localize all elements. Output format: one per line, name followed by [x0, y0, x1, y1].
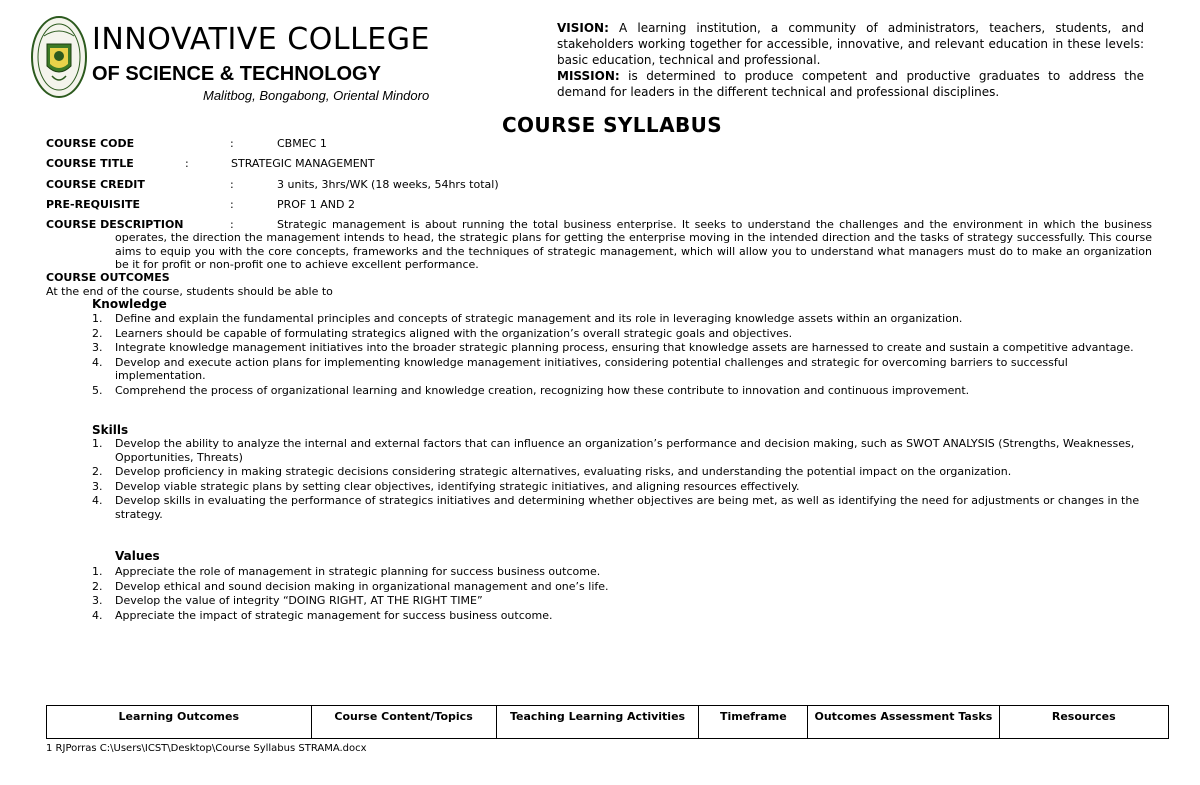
mission-paragraph [557, 68, 1144, 100]
list-item [92, 356, 1154, 383]
list-number: 3. [92, 341, 103, 354]
header-resources: Resources [999, 706, 1168, 739]
list-number: 2. [92, 465, 103, 478]
prerequisite-label: PRE-REQUISITE [46, 198, 141, 211]
header-course-content: Course Content/Topics [311, 706, 496, 739]
list-text: Appreciate the impact of strategic management for success business outcome. [115, 608, 553, 622]
header-teaching-activities: Teaching Learning Activities [496, 706, 699, 739]
list-text: Appreciate the role of management in strategic planning for success business outcome. [115, 565, 601, 578]
values-list [92, 565, 1154, 622]
header-learning-outcomes: Learning Outcomes [47, 706, 312, 739]
college-name-line2: OF SCIENCE & TECHNOLOGY [92, 63, 381, 85]
list-number: 4. [92, 608, 103, 622]
list-item [92, 341, 1154, 355]
list-number: 4. [92, 355, 103, 369]
course-description-value: Strategic management is about running the total business enterprise. It seeks to understand the challenges and the environment in which the business operates, the direction the management intends to head, the strategic plans for getting the enterprise moving in the intended direction and the tasks of strategy successfully. This course aims to equip you with the core concepts, frameworks and the techniques of strategic management, which will allow you to understand what managers must do to make an organization be it for profit or non-profit one to achieve excellent performance. [115, 218, 1152, 271]
course-outcomes-intro: At the end of the course, students should be able to [46, 285, 333, 298]
skills-list [92, 437, 1154, 521]
knowledge-heading: Knowledge [92, 297, 167, 311]
knowledge-list [92, 312, 1154, 397]
prerequisite-colon: : [230, 198, 234, 211]
list-text: Develop proficiency in making strategic decisions considering strategic alternatives, evaluating risks, and understanding the potential impact on the organization. [115, 465, 1012, 478]
page-title: COURSE SYLLABUS [501, 113, 723, 137]
college-name-line1: INNOVATIVE COLLEGE [92, 22, 430, 57]
college-address: Malitbog, Bongabong, Oriental Mindoro [203, 88, 430, 103]
list-item [92, 609, 1154, 623]
list-number: 1. [92, 565, 103, 578]
list-item [92, 580, 1154, 594]
course-outcomes-heading: COURSE OUTCOMES [46, 271, 170, 284]
college-seal-logo [30, 14, 88, 100]
header-timeframe: Timeframe [699, 706, 808, 739]
list-item [92, 437, 1154, 464]
list-item [92, 565, 1154, 579]
list-number: 3. [92, 594, 103, 607]
prerequisite-value: PROF 1 AND 2 [277, 198, 355, 211]
vision-paragraph [557, 20, 1144, 68]
list-item [92, 384, 1154, 398]
course-credit-colon: : [230, 178, 234, 191]
syllabus-table [46, 705, 1169, 739]
course-code-label: COURSE CODE [46, 137, 135, 150]
list-item [92, 327, 1154, 341]
mission-label: MISSION: [557, 69, 620, 83]
list-text: Develop and execute action plans for implementing knowledge management initiatives, considering potential challenges and strategic for overcoming barriers to successful implementation. [115, 355, 1068, 382]
list-text: Develop skills in evaluating the performance of strategics initiatives and determining whether objectives are being met, as well as identifying the need for adjustments or changes in the strategy. [115, 494, 1140, 521]
list-number: 1. [92, 312, 103, 325]
list-number: 2. [92, 579, 103, 593]
list-text: Define and explain the fundamental principles and concepts of strategic management and its role in leveraging knowledge assets within an organization. [115, 312, 963, 325]
course-description-label: COURSE DESCRIPTION [46, 218, 184, 231]
list-item [92, 494, 1154, 521]
course-description-text [115, 218, 1152, 271]
list-item [92, 594, 1154, 608]
list-text: Develop viable strategic plans by setting clear objectives, identifying strategic initiatives, and aligning resources effectively. [115, 479, 800, 493]
values-heading: Values [115, 549, 160, 563]
list-number: 5. [92, 383, 103, 397]
course-title-label: COURSE TITLE [46, 157, 134, 170]
mission-text: is determined to produce competent and productive graduates to address the demand for leaders in the different technical and professional disciplines. [557, 69, 1144, 99]
vision-label: VISION: [557, 21, 609, 35]
header-assessment-tasks: Outcomes Assessment Tasks [808, 706, 999, 739]
list-number: 1. [92, 437, 103, 450]
vision-text: A learning institution, a community of administrators, teachers, students, and stakeholders working together for accessible, innovative, and relevant education in these levels: basic education, technical and professional. [557, 21, 1144, 67]
course-description-colon: : [230, 218, 234, 231]
list-text: Develop ethical and sound decision making in organizational management and one’s life. [115, 579, 609, 593]
course-credit-value: 3 units, 3hrs/WK (18 weeks, 54hrs total) [277, 178, 499, 191]
list-text: Comprehend the process of organizational learning and knowledge creation, recognizing how these contribute to innovation and continuous improvement. [115, 383, 970, 397]
list-item [92, 480, 1154, 494]
course-title-value: STRATEGIC MANAGEMENT [231, 157, 375, 170]
course-code-value: CBMEC 1 [277, 137, 327, 150]
list-number: 2. [92, 326, 103, 340]
list-text: Integrate knowledge management initiatives into the broader strategic planning process, ensuring that knowledge assets are harnessed to create and sustain a competitive advantage. [115, 341, 1134, 354]
course-credit-label: COURSE CREDIT [46, 178, 145, 191]
list-number: 4. [92, 494, 103, 507]
course-title-colon: : [185, 157, 189, 170]
list-item [92, 465, 1154, 479]
list-text: Learners should be capable of formulating strategics aligned with the organization’s overall strategic goals and objectives. [115, 326, 793, 340]
skills-heading: Skills [92, 423, 129, 437]
vision-mission-block [557, 20, 1144, 100]
document-footer: 1 RJPorras C:\Users\ICST\Desktop\Course Syllabus STRAMA.docx [46, 743, 367, 754]
list-item [92, 312, 1154, 326]
list-text: Develop the ability to analyze the internal and external factors that can influence an organization’s performance and decision making, such as SWOT ANALYSIS (Strengths, Weaknesses, Opportunities, Threats) [115, 437, 1135, 464]
list-number: 3. [92, 479, 103, 493]
course-code-colon: : [230, 137, 234, 150]
table-header-row [47, 706, 1169, 739]
list-text: Develop the value of integrity “DOING RIGHT, AT THE RIGHT TIME” [115, 594, 483, 607]
